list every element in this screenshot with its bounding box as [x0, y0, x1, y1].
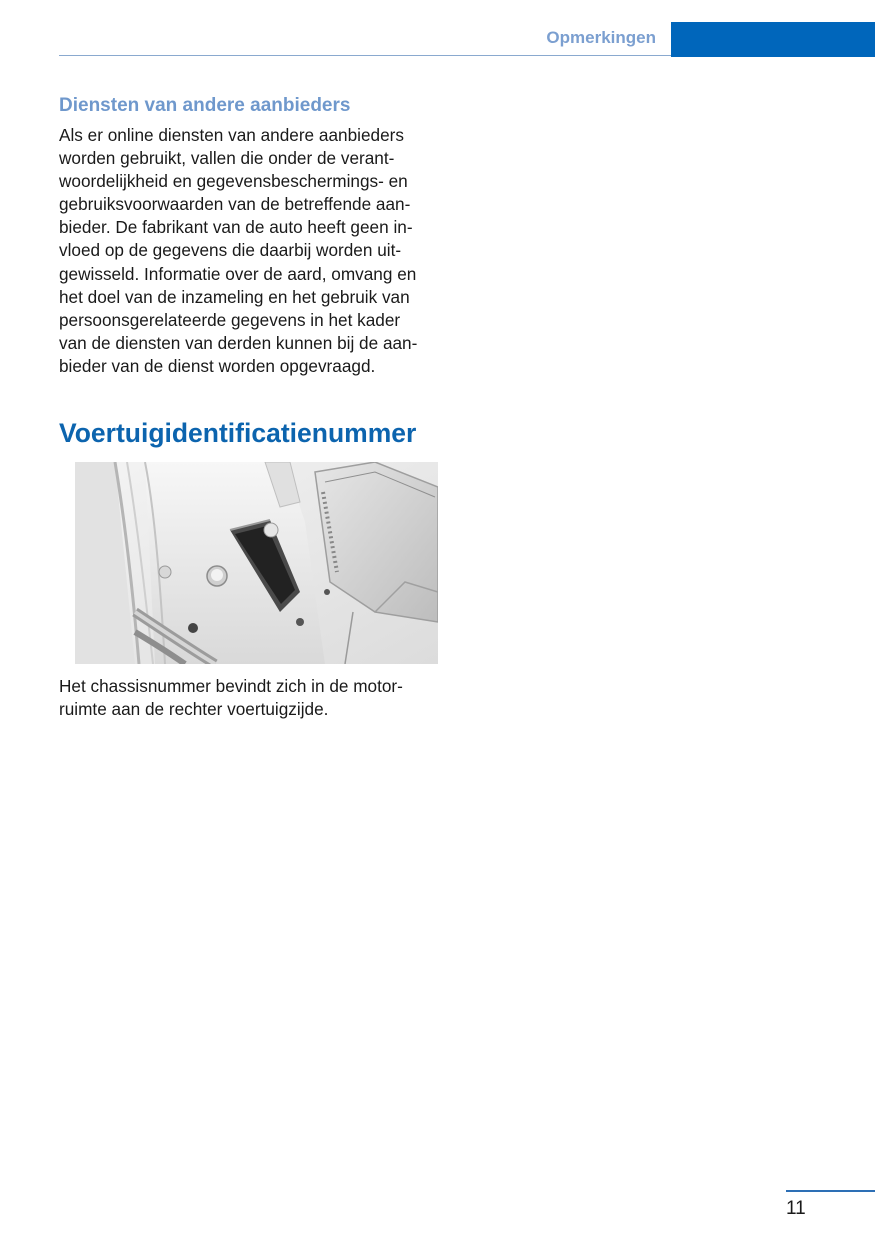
header-color-bar: [671, 22, 875, 57]
caption-line: Het chassisnummer bevindt zich in de motor-: [59, 676, 403, 696]
paragraph-line: worden gebruikt, vallen die onder de verant-: [59, 148, 395, 169]
header-rule: [59, 55, 671, 56]
section-heading: Diensten van andere aanbieders: [59, 95, 351, 116]
paragraph-line: vloed op de gegevens die daarbij worden uit-: [59, 240, 402, 261]
page-number: 11: [786, 1198, 806, 1219]
paragraph-line: gewisseld. Informatie over de aard, omvang en: [59, 263, 417, 284]
paragraph-line: bieder. De fabrikant van de auto heeft geen in-: [59, 217, 413, 238]
paragraph-line: persoonsgerelateerde gegevens in het kader: [59, 309, 401, 330]
paragraph-line: Als er online diensten van andere aanbieders: [59, 125, 404, 145]
paragraph-line: van de diensten van derden kunnen bij de aan-: [59, 332, 418, 353]
engine-bay-illustration: [75, 462, 438, 664]
figure-caption: [59, 675, 441, 721]
section-paragraph: [59, 124, 441, 378]
paragraph-line: woordelijkheid en gegevensbeschermings- en: [59, 171, 408, 192]
footer-rule: [786, 1190, 875, 1192]
running-header-title: Opmerkingen: [546, 28, 656, 47]
caption-line: ruimte aan de rechter voertuigzijde.: [59, 699, 329, 720]
paragraph-line: bieder van de dienst worden opgevraagd.: [59, 355, 376, 376]
paragraph-line: gebruiksvoorwaarden van de betreffende aan-: [59, 194, 411, 215]
chapter-heading: Voertuigidentificatienummer: [59, 418, 417, 448]
paragraph-line: het doel van de inzameling en het gebruik van: [59, 286, 410, 307]
